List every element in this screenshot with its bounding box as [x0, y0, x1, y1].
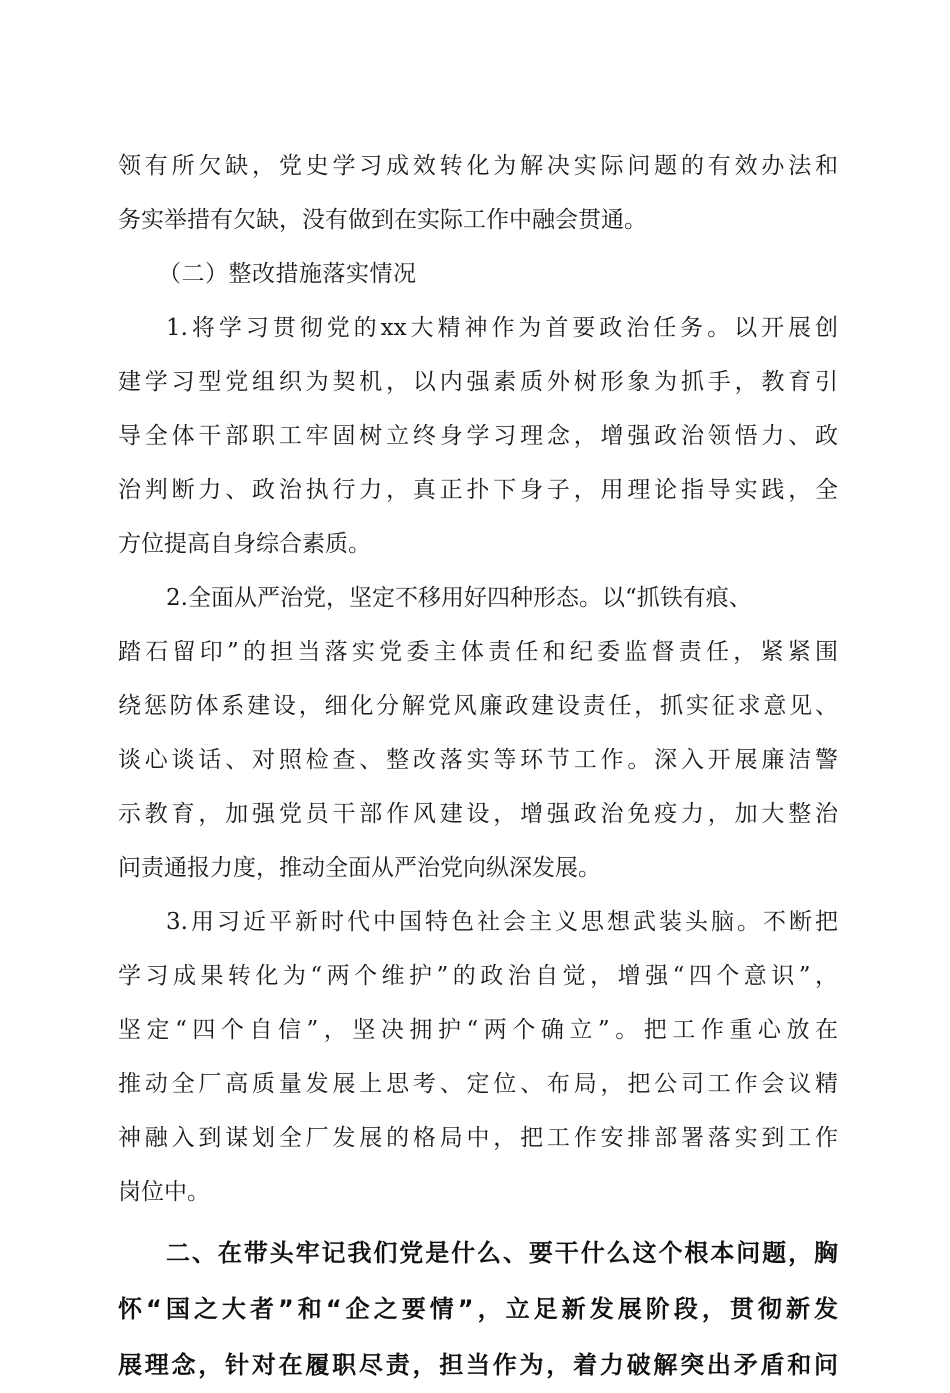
continuation-paragraph: [118, 139, 838, 247]
text-line: 绕惩防体系建设，细化分解党风廉政建设责任，抓实征求意见、: [118, 693, 838, 719]
section-heading: [118, 1225, 838, 1393]
text-line: 踏石留印”的担当落实党委主体责任和纪委监督责任，紧紧围: [118, 639, 838, 665]
text-line: 2.全面从严治党，坚定不移用好四种形态。以“抓铁有痕、: [166, 585, 752, 611]
document-body: [118, 139, 838, 1393]
heading-line: 展理念，针对在履职尽责，担当作为，着力破解突出矛盾和问: [118, 1351, 838, 1379]
text-line: 务实举措有欠缺，没有做到在实际工作中融会贯通。: [118, 207, 647, 233]
text-line: 3.用习近平新时代中国特色社会主义思想武装头脑。不断把: [166, 909, 838, 935]
item-1-paragraph: [118, 301, 838, 571]
text-line: 治判断力、政治执行力，真正扑下身子，用理论指导实践，全: [118, 477, 838, 503]
heading-line: 怀“国之大者”和“企之要情”，立足新发展阶段，贯彻新发: [118, 1295, 838, 1323]
subsection-title: （二）整改措施落实情况: [158, 261, 417, 287]
text-line: 示教育，加强党员干部作风建设，增强政治免疫力，加大整治: [118, 801, 838, 827]
text-line: 方位提高自身综合素质。: [118, 531, 371, 557]
text-line: 岗位中。: [118, 1179, 210, 1205]
text-line: 建学习型党组织为契机，以内强素质外树形象为抓手，教育引: [118, 369, 838, 395]
text-line: 领有所欠缺，党史学习成效转化为解决实际问题的有效办法和: [118, 153, 838, 179]
text-line: 学习成果转化为“两个维护”的政治自觉，增强“四个意识”，: [118, 963, 838, 989]
text-line: 1.将学习贯彻党的xx大精神作为首要政治任务。以开展创: [166, 315, 838, 341]
heading-line: 二、在带头牢记我们党是什么、要干什么这个根本问题，胸: [166, 1239, 838, 1267]
text-line: 谈心谈话、对照检查、整改落实等环节工作。深入开展廉洁警: [118, 747, 838, 773]
text-line: 问责通报力度，推动全面从严治党向纵深发展。: [118, 855, 601, 881]
text-line: 坚定“四个自信”，坚决拥护“两个确立”。把工作重心放在: [118, 1017, 838, 1043]
text-line: 推动全厂高质量发展上思考、定位、布局，把公司工作会议精: [118, 1071, 838, 1097]
item-2-paragraph: [118, 571, 838, 895]
text-line: 神融入到谋划全厂发展的格局中，把工作安排部署落实到工作: [118, 1125, 838, 1151]
item-3-paragraph: [118, 895, 838, 1219]
text-line: 导全体干部职工牢固树立终身学习理念，增强政治领悟力、政: [118, 423, 838, 449]
